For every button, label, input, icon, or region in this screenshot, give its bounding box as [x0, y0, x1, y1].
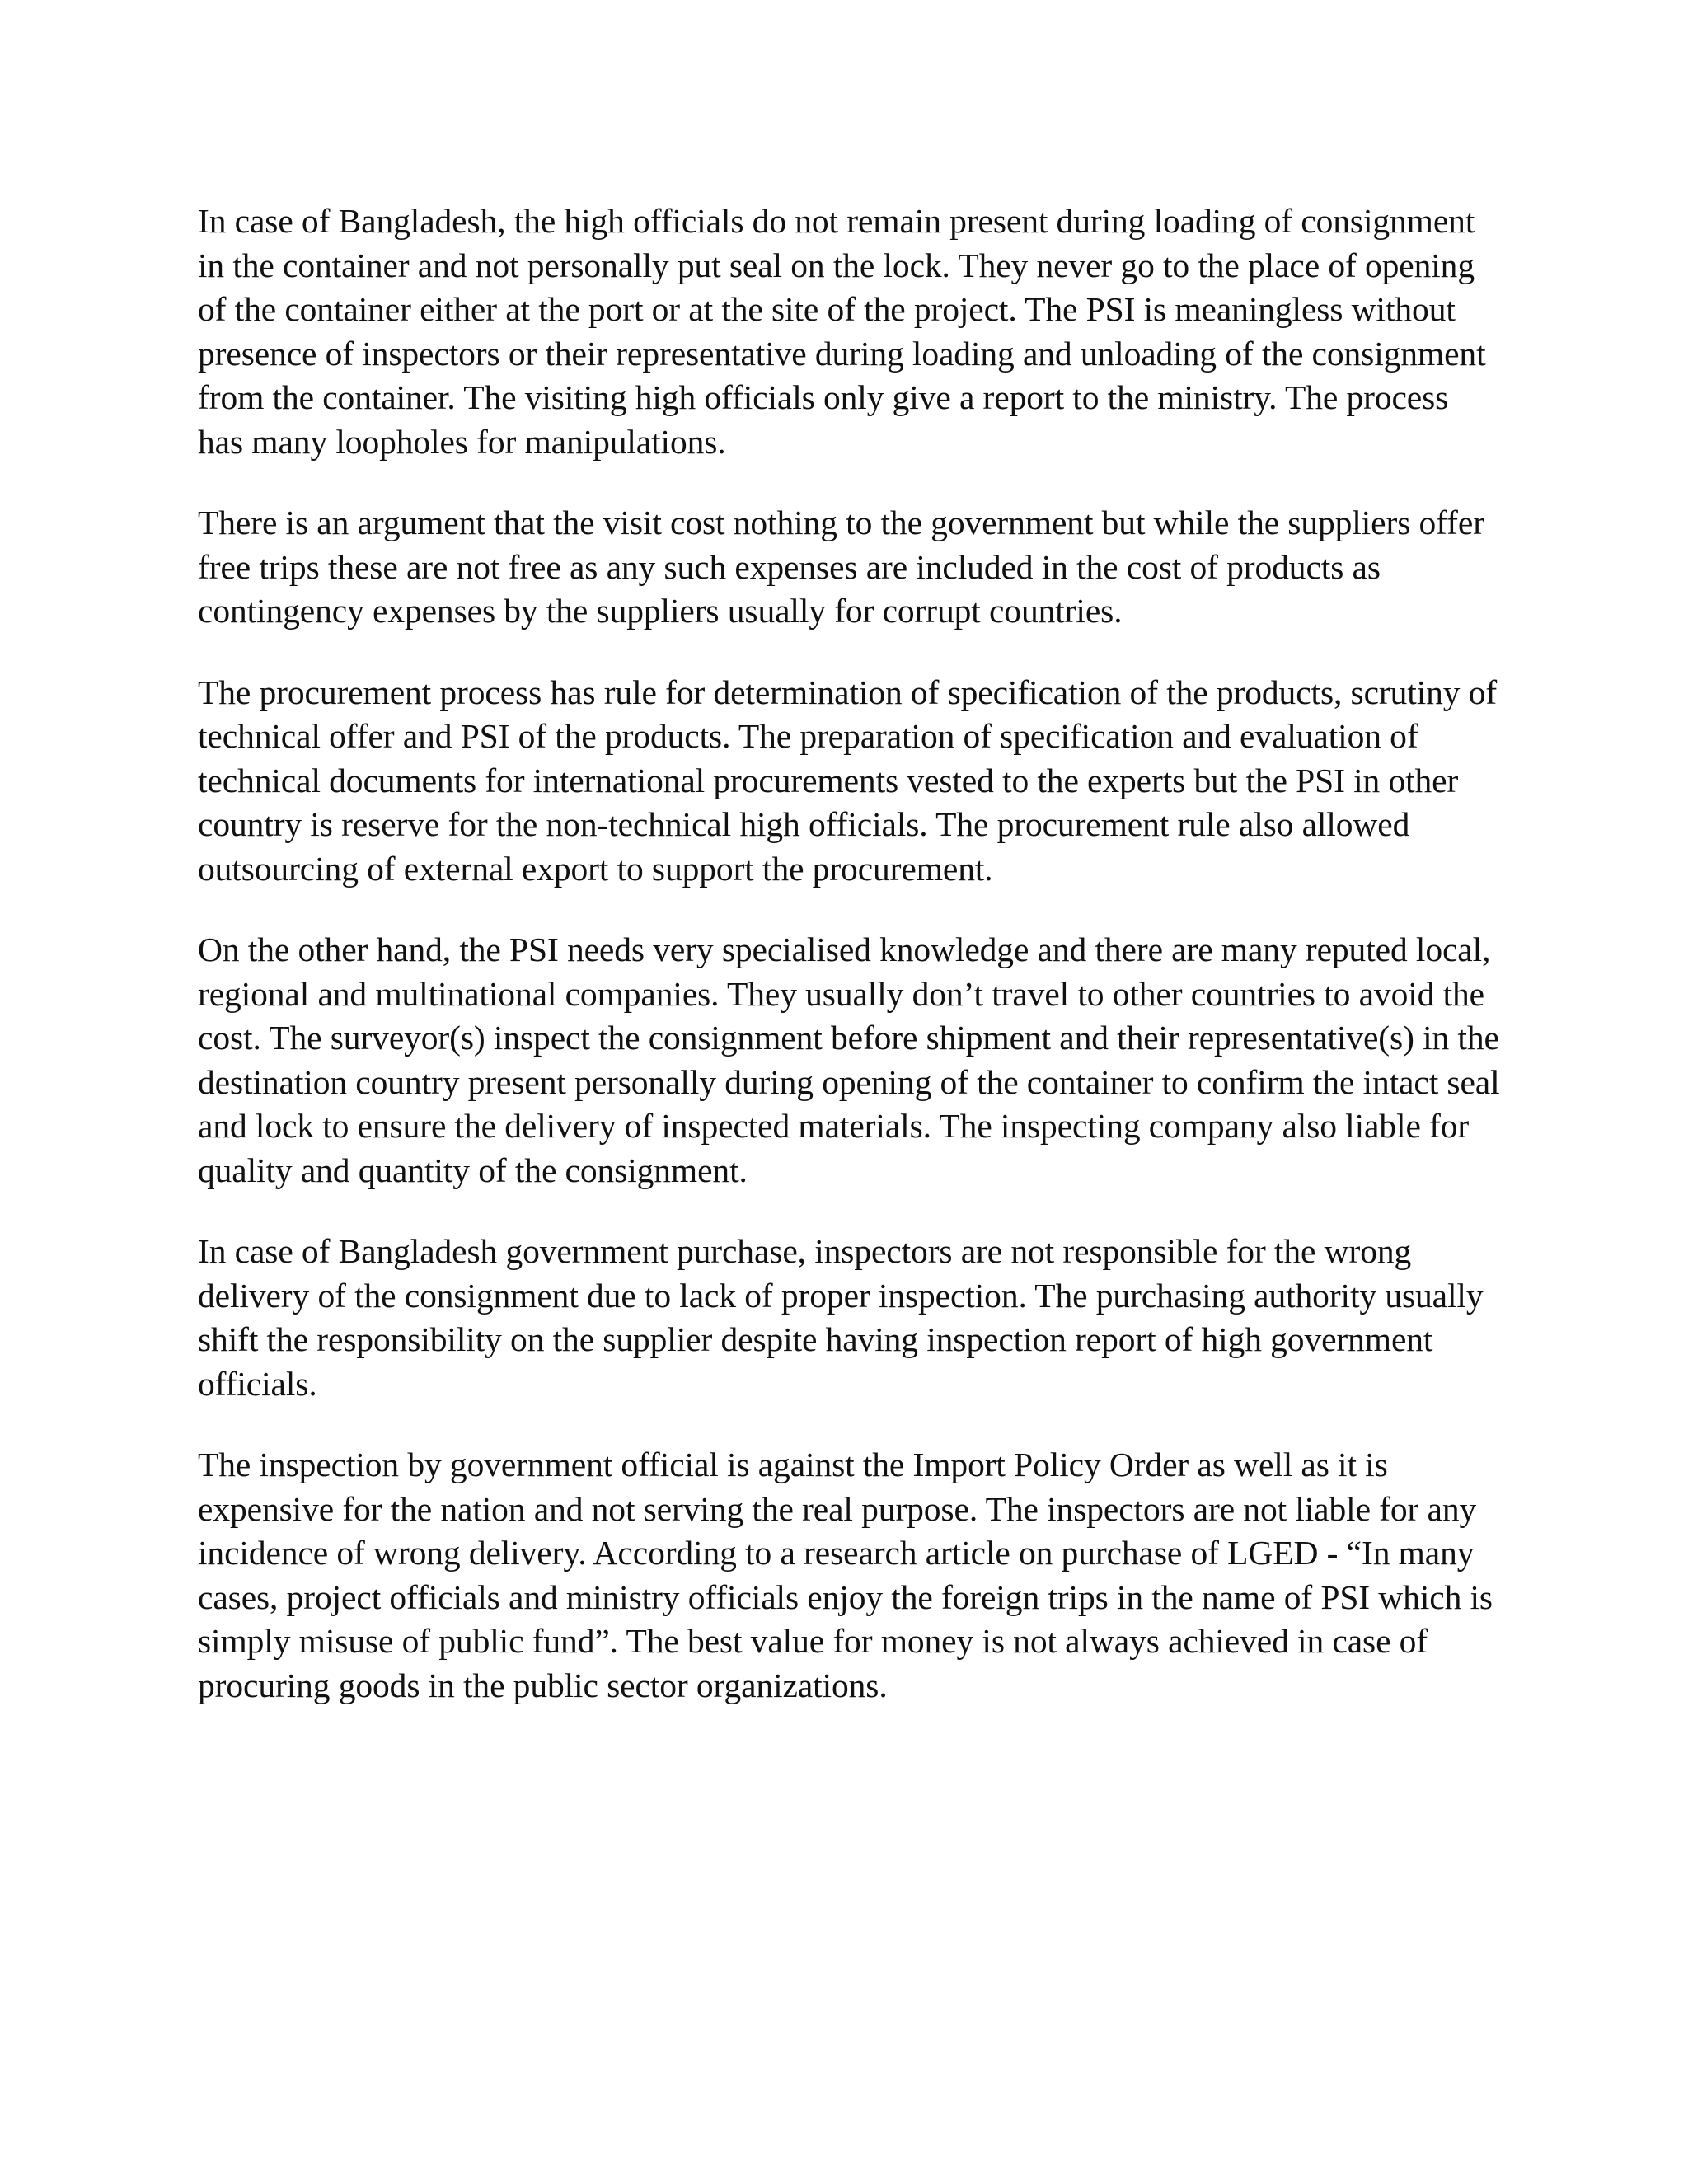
- paragraph-loading-seal: In case of Bangladesh, the high officials do not remain present during loading of consignment in the container and not personally put seal on the lock. They never go to the place of opening of the container either at the port or at the site of the project. The PSI is meaningless without presence of inspectors or their representative during loading and unloading of the consignment from the container. The visiting high officials only give a report to the ministry. The process has many loopholes for manipulations.: [198, 202, 1486, 461]
- paragraph-responsibility: In case of Bangladesh government purchase, inspectors are not responsible for the wrong delivery of the consignment due to lack of proper inspection. The purchasing authority usually shift the responsibility on the supplier despite having inspection report of high government officials.: [198, 1232, 1484, 1403]
- paragraph-import-policy: The inspection by government official is against the Import Policy Order as well as it is expensive for the nation and not serving the real purpose. The inspectors are not liable for any incidence of wrong delivery. According to a research article on purchase of LGED - “In many cases, project officials and ministry officials enjoy the foreign trips in the name of PSI which is simply misuse of public fund”. The best value for money is not always achieved in case of procuring goods in the public sector organizations.: [198, 1446, 1493, 1704]
- paragraph-procurement-rule: The procurement process has rule for determination of specification of the products, scrutiny of technical offer and PSI of the products. The preparation of specification and evaluation of technical documents for international procurements vested to the experts but the PSI in other country is reserve for the non-technical high officials. The procurement rule also allowed outsourcing of external export to support the procurement.: [198, 673, 1498, 888]
- document-body: [198, 199, 1500, 1745]
- paragraph-visit-cost: There is an argument that the visit cost nothing to the government but while the suppliers offer free trips these are not free as any such expenses are included in the cost of products as contingency expenses by the suppliers usually for corrupt countries.: [198, 504, 1484, 630]
- paragraph-psi-knowledge: On the other hand, the PSI needs very specialised knowledge and there are many reputed local, regional and multinational companies. They usually don’t travel to other countries to avoid the cost. The surveyor(s) inspect the consignment before shipment and their representative(s) in the destination country present personally during opening of the container to confirm the intact seal and lock to ensure the delivery of inspected materials. The inspecting company also liable for quality and quantity of the consignment.: [198, 930, 1500, 1189]
